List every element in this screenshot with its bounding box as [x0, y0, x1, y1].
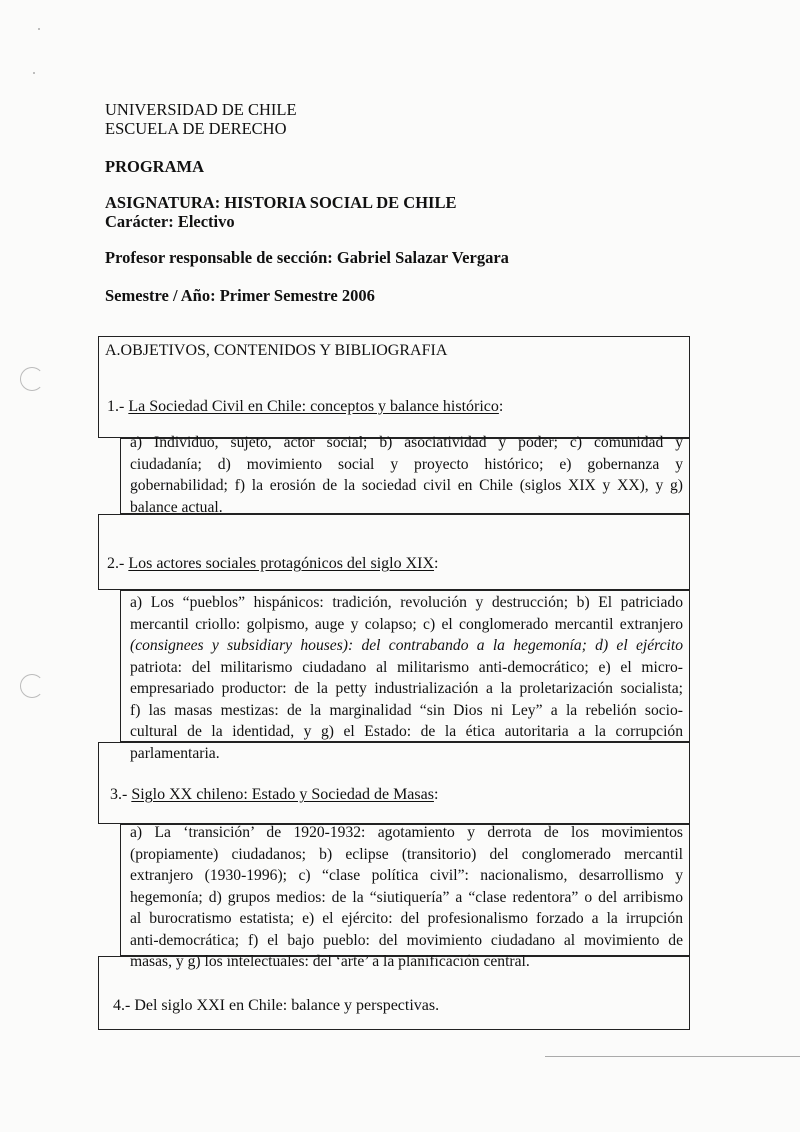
- section-2-number: 2.-: [107, 555, 125, 572]
- section-2-line: empresariado productor: de la petty industrialización a la proletarización socialista;: [130, 680, 683, 697]
- section-2-line: f) las masas mestizas: de la marginalidad “sin Dios ni Ley” a la rebelión socio-: [130, 701, 683, 719]
- section-2-content: [130, 592, 683, 764]
- section-3-line: anti-democrática; f) el bajo pueblo: del movimiento ciudadano al movimiento de: [130, 931, 683, 949]
- course-character: Carácter: Electivo: [105, 212, 235, 231]
- section-3-heading: Siglo XX chileno: Estado y Sociedad de Masas: [131, 786, 434, 803]
- section-1-number: 1.-: [107, 398, 125, 415]
- section-1-line: gobernabilidad; f) la erosión de la sociedad civil en Chile (siglos XIX y XX), y g): [130, 477, 683, 494]
- school-name: ESCUELA DE DERECHO: [105, 119, 287, 138]
- section-3-header-cell: [98, 742, 690, 824]
- professor-line: Profesor responsable de sección: Gabriel Salazar Vergara: [105, 248, 509, 267]
- section-3-colon: :: [433, 786, 439, 803]
- section-2-title: [107, 555, 438, 573]
- university-name: UNIVERSIDAD DE CHILE: [105, 100, 297, 119]
- section-2-colon: :: [434, 555, 439, 572]
- section-1-line: balance actual.: [130, 498, 223, 516]
- section-3-line: (propiamente) ciudadanos; b) eclipse (transitorio) del conglomerado mercantil: [130, 845, 683, 863]
- section-3-title: [110, 786, 438, 804]
- section-2-heading: Los actores sociales protagónicos del siglo XIX: [128, 555, 435, 572]
- program-label: PROGRAMA: [105, 157, 204, 176]
- section-1-line: a) Individuo, sujeto, actor social; b) asociatividad y poder; c) comunidad y: [130, 434, 683, 451]
- section-4-heading: Del siglo XXI en Chile: balance y perspectivas.: [134, 997, 440, 1014]
- scan-speck: [33, 72, 35, 74]
- section-1-line: ciudadanía; d) movimiento social y proyecto histórico; e) gobernanza y: [130, 455, 683, 473]
- section-3-line: masas, y g) los intelectuales: del ‘arte’ a la planificación central.: [130, 953, 530, 970]
- section-2-line: patriota: del militarismo ciudadano al militarismo anti-democrático; e) el micro-: [130, 658, 683, 676]
- section-2-line: a) Los “pueblos” hispánicos: tradición, revolución y destrucción; b) El patriciado: [130, 594, 683, 611]
- scan-speck: [38, 28, 40, 30]
- section-3-content: [130, 822, 683, 973]
- section-3-line: extranjero (1930-1996); c) “clase política civil”: nacionalismo, desarrollismo y: [130, 867, 683, 884]
- section-4-number: 4.-: [113, 997, 131, 1014]
- scan-edge-line: [545, 1056, 800, 1057]
- section-1-title: [107, 398, 503, 416]
- section-3-number: 3.-: [110, 786, 128, 803]
- section-4-title: [113, 997, 439, 1015]
- punch-hole: [20, 674, 44, 698]
- section-2-line: cultural de la identidad, y g) el Estado: de la ética autoritaria a la corrupción: [130, 723, 683, 740]
- section-3-line: al burocratismo estatista; e) el ejército: del profesionalismo forzado a la irrupción: [130, 910, 683, 927]
- table-heading: A.OBJETIVOS, CONTENIDOS Y BIBLIOGRAFIA: [105, 342, 448, 359]
- subject-title: ASIGNATURA: HISTORIA SOCIAL DE CHILE: [105, 193, 457, 212]
- section-2-line: parlamentaria.: [130, 744, 220, 762]
- section-2-line: mercantil criollo: golpismo, auge y colapso; c) el conglomerado mercantil extranjero: [130, 615, 683, 633]
- section-4-header-cell: [98, 956, 690, 1030]
- section-1-heading: La Sociedad Civil en Chile: conceptos y balance histórico: [128, 398, 499, 415]
- semester-line: Semestre / Año: Primer Semestre 2006: [105, 286, 375, 305]
- section-1-colon: :: [498, 398, 504, 415]
- punch-hole: [20, 367, 44, 391]
- section-2-line: (consignees y subsidiary houses): del contrabando a la hegemonía; d) el ejército: [130, 637, 683, 654]
- section-1-content: [130, 432, 683, 518]
- section-2-header-cell: [98, 514, 690, 590]
- section-3-line: hegemonía; d) grupos medios: de la “siutiquería” a “clase redentora” o del arribismo: [130, 888, 683, 906]
- section-3-line: a) La ‘transición’ de 1920-1932: agotamiento y derrota de los movimientos: [130, 824, 683, 841]
